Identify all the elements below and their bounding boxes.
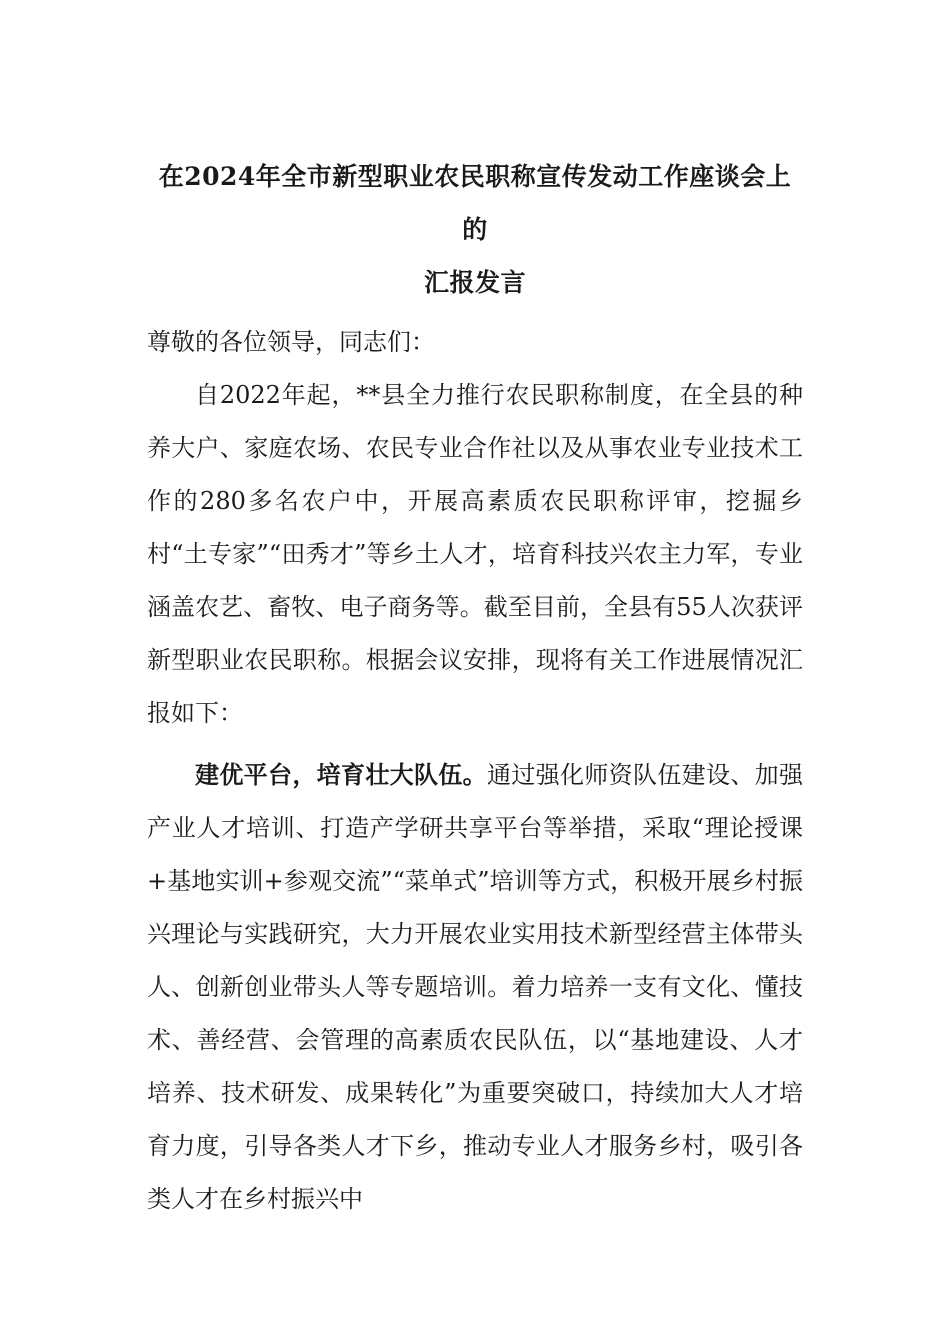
document-page (147, 150, 803, 1226)
paragraph-intro-text: 自2022年起，**县全力推行农民职称制度，在全县的种养大户、家庭农场、农民专业合作社以及从事农业专业技术工作的280多名农户中，开展高素质农民职称评审，挖掘乡村“土专家”“田秀才”等乡土人才，培育科技兴农主力军，专业涵盖农艺、畜牧、电子商务等。截至目前，全县有55人次获评新型职业农民职称。根据会议安排，现将有关工作进展情况汇报如下： (147, 381, 803, 727)
paragraph-platform (147, 748, 803, 1226)
paragraph-intro (147, 369, 803, 740)
paragraph-platform-text: 通过强化师资队伍建设、加强产业人才培训、打造产学研共享平台等举措，采取“理论授课+基地实训+参观交流”“菜单式”培训等方式，积极开展乡村振兴理论与实践研究，大力开展农业实用技术新型经营主体带头人、创新创业带头人等专题培训。着力培养一支有文化、懂技术、善经营、会管理的高素质农民队伍，以“基地建设、人才培养、技术研发、成果转化”为重要突破口，持续加大人才培育力度，引导各类人才下乡，推动专业人才服务乡村，吸引各类人才在乡村振兴中 (147, 761, 803, 1213)
title-line-2: 汇报发言 (423, 268, 526, 297)
paragraph-platform-heading: 建优平台，培育壮大队伍。 (195, 760, 487, 789)
title-line-1: 在2024年全市新型职业农民职称宣传发动工作座谈会上的 (158, 162, 792, 244)
document-title (147, 150, 803, 309)
salutation: 尊敬的各位领导，同志们： (147, 328, 435, 356)
